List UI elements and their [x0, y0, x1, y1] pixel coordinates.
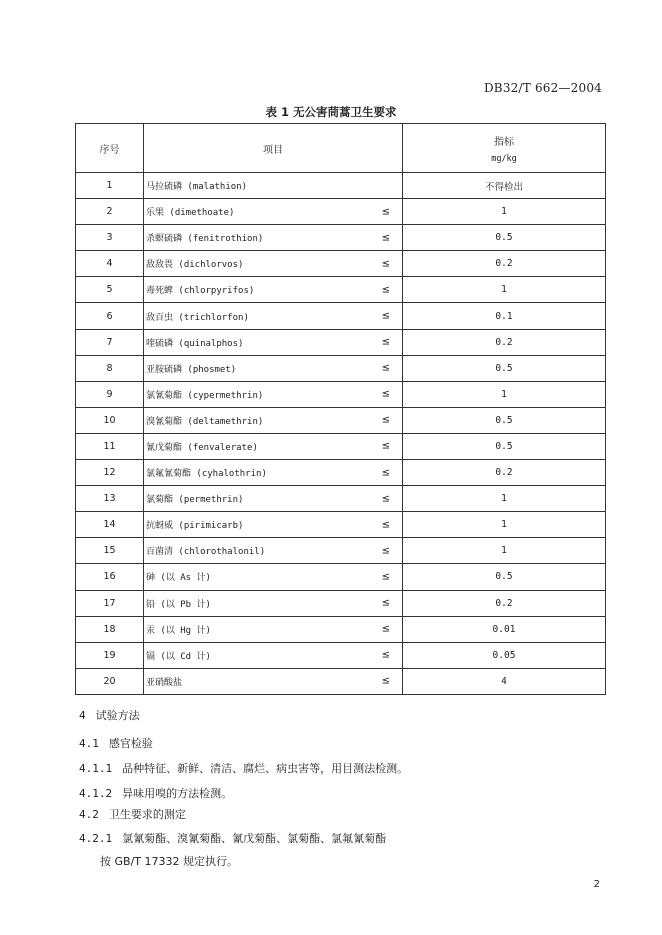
row-number: 5: [76, 277, 144, 303]
row-number: 4: [76, 251, 144, 277]
section-line: [79, 760, 408, 776]
section-number: 4: [79, 709, 86, 722]
row-item: [144, 433, 403, 459]
section-text: 氯氰菊酯、溴氰菊酯、氰戊菊酯、氯菊酯、氯氟氰菊酯: [122, 832, 387, 845]
table-row: [76, 433, 606, 459]
relation-symbol: ≤: [381, 258, 390, 270]
row-number: 3: [76, 225, 144, 251]
relation-symbol: ≤: [381, 519, 390, 531]
relation-symbol: ≤: [381, 414, 390, 426]
row-number: 18: [76, 616, 144, 642]
table-body: [76, 173, 606, 695]
row-value: 1: [403, 512, 606, 538]
row-number: 10: [76, 407, 144, 433]
row-value: 0.5: [403, 225, 606, 251]
section-text: 按 GB/T 17332 规定执行。: [100, 855, 238, 868]
section-line: [79, 735, 153, 751]
row-value: 0.5: [403, 407, 606, 433]
row-value: 0.2: [403, 590, 606, 616]
row-value: 0.5: [403, 355, 606, 381]
table-row: [76, 668, 606, 694]
table-row: [76, 225, 606, 251]
item-name: 氰戊菊酯 (fenvalerate): [146, 442, 258, 453]
row-item: [144, 512, 403, 538]
relation-symbol: ≤: [381, 649, 390, 661]
item-name: 铅 (以 Pb 计): [146, 599, 211, 610]
table-row: [76, 486, 606, 512]
relation-symbol: ≤: [381, 597, 390, 609]
item-name: 汞 (以 Hg 计): [146, 625, 211, 636]
row-number: 7: [76, 329, 144, 355]
section-text: 品种特征、新鲜、清洁、腐烂、病虫害等，用目测法检测。: [122, 762, 409, 775]
table-row: [76, 460, 606, 486]
item-name: 氯氟氰菊酯 (cyhalothrin): [146, 469, 267, 480]
item-name: 喹硫磷 (quinalphos): [146, 338, 244, 349]
table-row: [76, 329, 606, 355]
row-number: 8: [76, 355, 144, 381]
item-name: 敌敌畏 (dichlorvos): [146, 260, 244, 271]
header-indicator: [403, 124, 606, 173]
row-number: 9: [76, 381, 144, 407]
header-no: 序号: [76, 124, 144, 173]
row-number: 6: [76, 303, 144, 329]
item-name: 抗蚜威 (pirimicarb): [146, 521, 244, 532]
relation-symbol: ≤: [381, 388, 390, 400]
table-title: 表 1 无公害茼蒿卫生要求: [265, 105, 397, 119]
row-value: 0.01: [403, 616, 606, 642]
relation-symbol: ≤: [381, 310, 390, 322]
row-item: [144, 355, 403, 381]
table-row: [76, 303, 606, 329]
section-text: 异味用嗅的方法检测。: [122, 787, 233, 800]
table-row: [76, 407, 606, 433]
row-item: [144, 173, 403, 199]
row-item: [144, 329, 403, 355]
section-line: [79, 806, 186, 822]
row-value: 0.2: [403, 251, 606, 277]
item-name: 乐果 (dimethoate): [146, 208, 235, 219]
section-number: 4.1: [79, 737, 99, 750]
row-number: 13: [76, 486, 144, 512]
item-name: 马拉硫磷 (malathion): [146, 182, 248, 193]
header-item: 项目: [144, 124, 403, 173]
table-row: [76, 173, 606, 199]
row-number: 11: [76, 433, 144, 459]
item-name: 杀螟硫磷 (fenitrothion): [146, 234, 264, 245]
row-number: 16: [76, 564, 144, 590]
row-value: 0.2: [403, 329, 606, 355]
relation-symbol: ≤: [381, 623, 390, 635]
table-row: [76, 538, 606, 564]
row-item: [144, 460, 403, 486]
item-name: 敌百虫 (trichlorfon): [146, 312, 249, 323]
row-number: 14: [76, 512, 144, 538]
row-item: [144, 251, 403, 277]
section-line: [79, 707, 140, 723]
row-item: [144, 486, 403, 512]
section-line: [79, 785, 232, 801]
item-name: 镉 (以 Cd 计): [146, 651, 211, 662]
row-value: 0.05: [403, 642, 606, 668]
item-name: 砷 (以 As 计): [146, 573, 211, 584]
section-number: 4.1.2: [79, 787, 113, 800]
row-item: [144, 538, 403, 564]
table-row: [76, 616, 606, 642]
row-value: 1: [403, 277, 606, 303]
item-name: 氯氰菊酯 (cypermethrin): [146, 390, 264, 401]
section-number: 4.1.1: [79, 762, 113, 775]
section-number: 4.2: [79, 808, 99, 821]
row-value: 1: [403, 486, 606, 512]
row-item: [144, 590, 403, 616]
row-item: [144, 277, 403, 303]
section-text: 试验方法: [95, 709, 140, 722]
row-value: 0.2: [403, 460, 606, 486]
row-number: 1: [76, 173, 144, 199]
section-line: [100, 853, 238, 869]
table-row: [76, 564, 606, 590]
row-number: 2: [76, 199, 144, 225]
item-name: 百菌清 (chlorothalonil): [146, 547, 266, 558]
row-number: 20: [76, 668, 144, 694]
relation-symbol: ≤: [381, 232, 390, 244]
section-text: 卫生要求的测定: [108, 808, 186, 821]
row-value: 1: [403, 199, 606, 225]
table-row: [76, 355, 606, 381]
row-number: 15: [76, 538, 144, 564]
table-row: [76, 277, 606, 303]
relation-symbol: ≤: [381, 440, 390, 452]
section-text: 感官检验: [108, 737, 153, 750]
item-name: 毒死蜱 (chlorpyrifos): [146, 286, 255, 297]
row-value: 1: [403, 538, 606, 564]
row-value: 4: [403, 668, 606, 694]
row-item: [144, 407, 403, 433]
table-row: [76, 590, 606, 616]
relation-symbol: ≤: [381, 675, 390, 687]
page-number: 2: [593, 879, 600, 890]
row-number: 17: [76, 590, 144, 616]
item-name: 亚硝酸盐: [146, 677, 183, 688]
row-value: 不得检出: [403, 173, 606, 199]
row-number: 12: [76, 460, 144, 486]
relation-symbol: ≤: [381, 467, 390, 479]
row-item: [144, 199, 403, 225]
table-row: [76, 381, 606, 407]
row-value: 0.1: [403, 303, 606, 329]
item-name: 亚胺硫磷 (phosmet): [146, 364, 237, 375]
row-value: 1: [403, 381, 606, 407]
row-value: 0.5: [403, 433, 606, 459]
table-row: [76, 199, 606, 225]
row-item: [144, 303, 403, 329]
header-indicator-label: 指标: [494, 136, 514, 148]
table-row: [76, 251, 606, 277]
row-item: [144, 225, 403, 251]
requirements-table: [75, 123, 606, 695]
section-line: [79, 830, 386, 846]
row-item: [144, 381, 403, 407]
row-value: 0.5: [403, 564, 606, 590]
row-item: [144, 668, 403, 694]
relation-symbol: ≤: [381, 362, 390, 374]
relation-symbol: ≤: [381, 206, 390, 218]
table-row: [76, 642, 606, 668]
relation-symbol: ≤: [381, 545, 390, 557]
item-name: 溴氰菊酯 (deltamethrin): [146, 416, 264, 427]
section-number: 4.2.1: [79, 832, 113, 845]
item-name: 氯菊酯 (permethrin): [146, 495, 244, 506]
row-number: 19: [76, 642, 144, 668]
table-header-row: [76, 124, 606, 173]
relation-symbol: ≤: [381, 336, 390, 348]
standard-code: DB32/T 662—2004: [483, 81, 602, 95]
row-item: [144, 616, 403, 642]
row-item: [144, 642, 403, 668]
table-row: [76, 512, 606, 538]
row-item: [144, 564, 403, 590]
relation-symbol: ≤: [381, 284, 390, 296]
relation-symbol: ≤: [381, 493, 390, 505]
header-indicator-unit: mg/kg: [491, 153, 517, 164]
relation-symbol: ≤: [381, 571, 390, 583]
